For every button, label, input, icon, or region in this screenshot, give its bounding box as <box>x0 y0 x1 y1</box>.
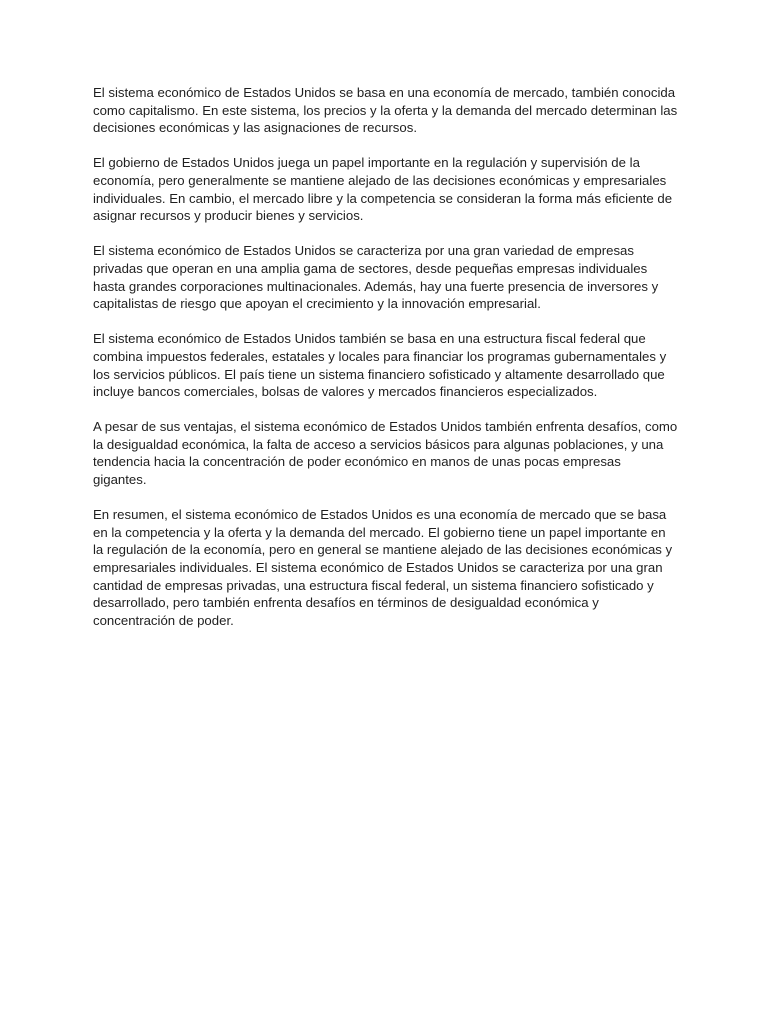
paragraph-private-enterprise: El sistema económico de Estados Unidos se caracteriza por una gran variedad de empresas privadas que operan en una amplia gama de sectores, desde pequeñas empresas individuales hasta grandes corporaciones multinacionales. Además, hay una fuerte presencia de inversores y capitalistas de riesgo que apoyan el crecimiento y la innovación empresarial. <box>93 243 659 312</box>
paragraph-summary: En resumen, el sistema económico de Estados Unidos es una economía de mercado que se basa en la competencia y la oferta y la demanda del mercado. El gobierno tiene un papel importante en la regulación de la economía, pero en general se mantiene alejado de las decisiones económicas y empresariales individuales. El sistema económico de Estados Unidos se caracteriza por una gran cantidad de empresas privadas, una estructura fiscal federal, un sistema financiero sofisticado y desarrollado, pero también enfrenta desafíos en términos de desigualdad económica y concentración de poder. <box>93 507 673 628</box>
paragraph-fiscal-structure: El sistema económico de Estados Unidos también se basa en una estructura fiscal federal que combina impuestos federales, estatales y locales para financiar los programas gubernamentales y los servicios públicos. El país tiene un sistema financiero sofisticado y altamente desarrollado que incluye bancos comerciales, bolsas de valores y mercados financieros especializados. <box>93 331 667 400</box>
document-page <box>93 84 678 647</box>
paragraph-government-role: El gobierno de Estados Unidos juega un papel importante en la regulación y supervisión de la economía, pero generalmente se mantiene alejado de las decisiones económicas y empresariales individuales. En cambio, el mercado libre y la competencia se consideran la forma más eficiente de asignar recursos y producir bienes y servicios. <box>93 155 673 224</box>
paragraph-challenges: A pesar de sus ventajas, el sistema económico de Estados Unidos también enfrenta desafíos, como la desigualdad económica, la falta de acceso a servicios básicos para algunas poblaciones, y una tendencia hacia la concentración de poder económico en manos de unas pocas empresas gigantes. <box>93 419 678 488</box>
paragraph-market-economy: El sistema económico de Estados Unidos se basa en una economía de mercado, también conocida como capitalismo. En este sistema, los precios y la oferta y la demanda del mercado determinan las decisiones económicas y las asignaciones de recursos. <box>93 85 678 136</box>
